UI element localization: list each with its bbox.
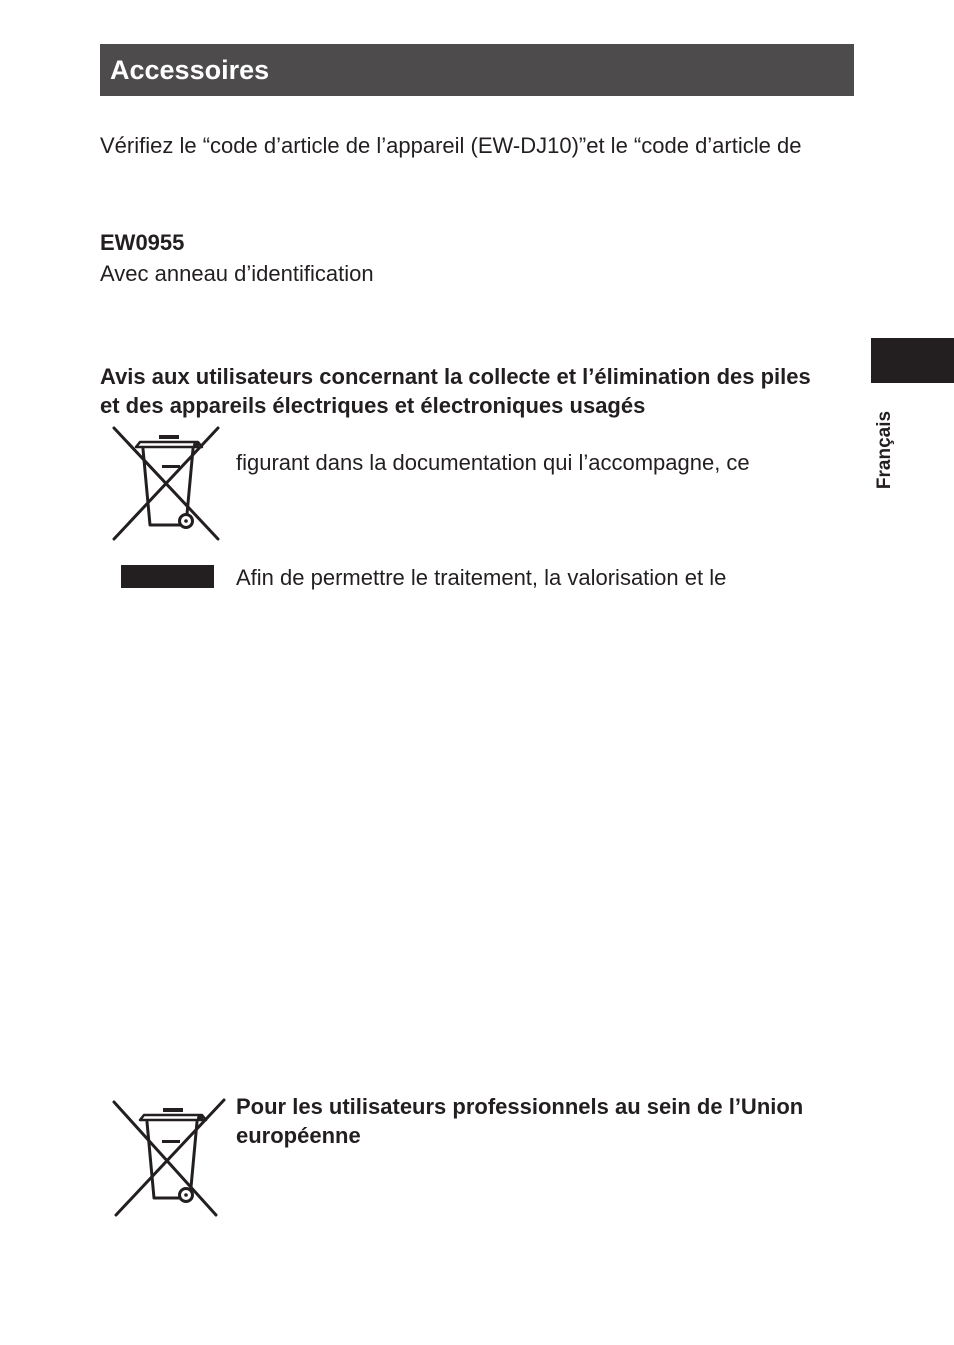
weee-bin-icon	[110, 425, 222, 545]
notice-title-line-1: Avis aux utilisateurs concernant la collecte et l’élimination des piles	[100, 364, 811, 389]
accessory-description: Avec anneau d’identification	[100, 261, 374, 286]
section-title: Accessoires	[110, 54, 270, 85]
solid-bar-icon	[121, 565, 214, 588]
weee-bin-icon-professional	[110, 1098, 228, 1218]
language-tab-label: Français	[874, 410, 895, 490]
notice-title-line-2: et des appareils électriques et électroniques usagés	[100, 393, 646, 418]
professional-title-line-1: Pour les utilisateurs professionnels au sein de l’Union	[236, 1094, 804, 1119]
notice-paragraph-2: Afin de permettre le traitement, la valorisation et le	[236, 565, 727, 590]
professional-title-line-2: européenne	[236, 1123, 361, 1148]
language-tab	[871, 338, 954, 383]
accessory-code: EW0955	[100, 230, 185, 255]
section-header-bar	[100, 44, 854, 96]
notice-paragraph-1: figurant dans la documentation qui l’accompagne, ce	[236, 450, 750, 475]
intro-text: Vérifiez le “code d’article de l’appareil (EW-DJ10)”et le “code d’article de	[100, 133, 802, 158]
